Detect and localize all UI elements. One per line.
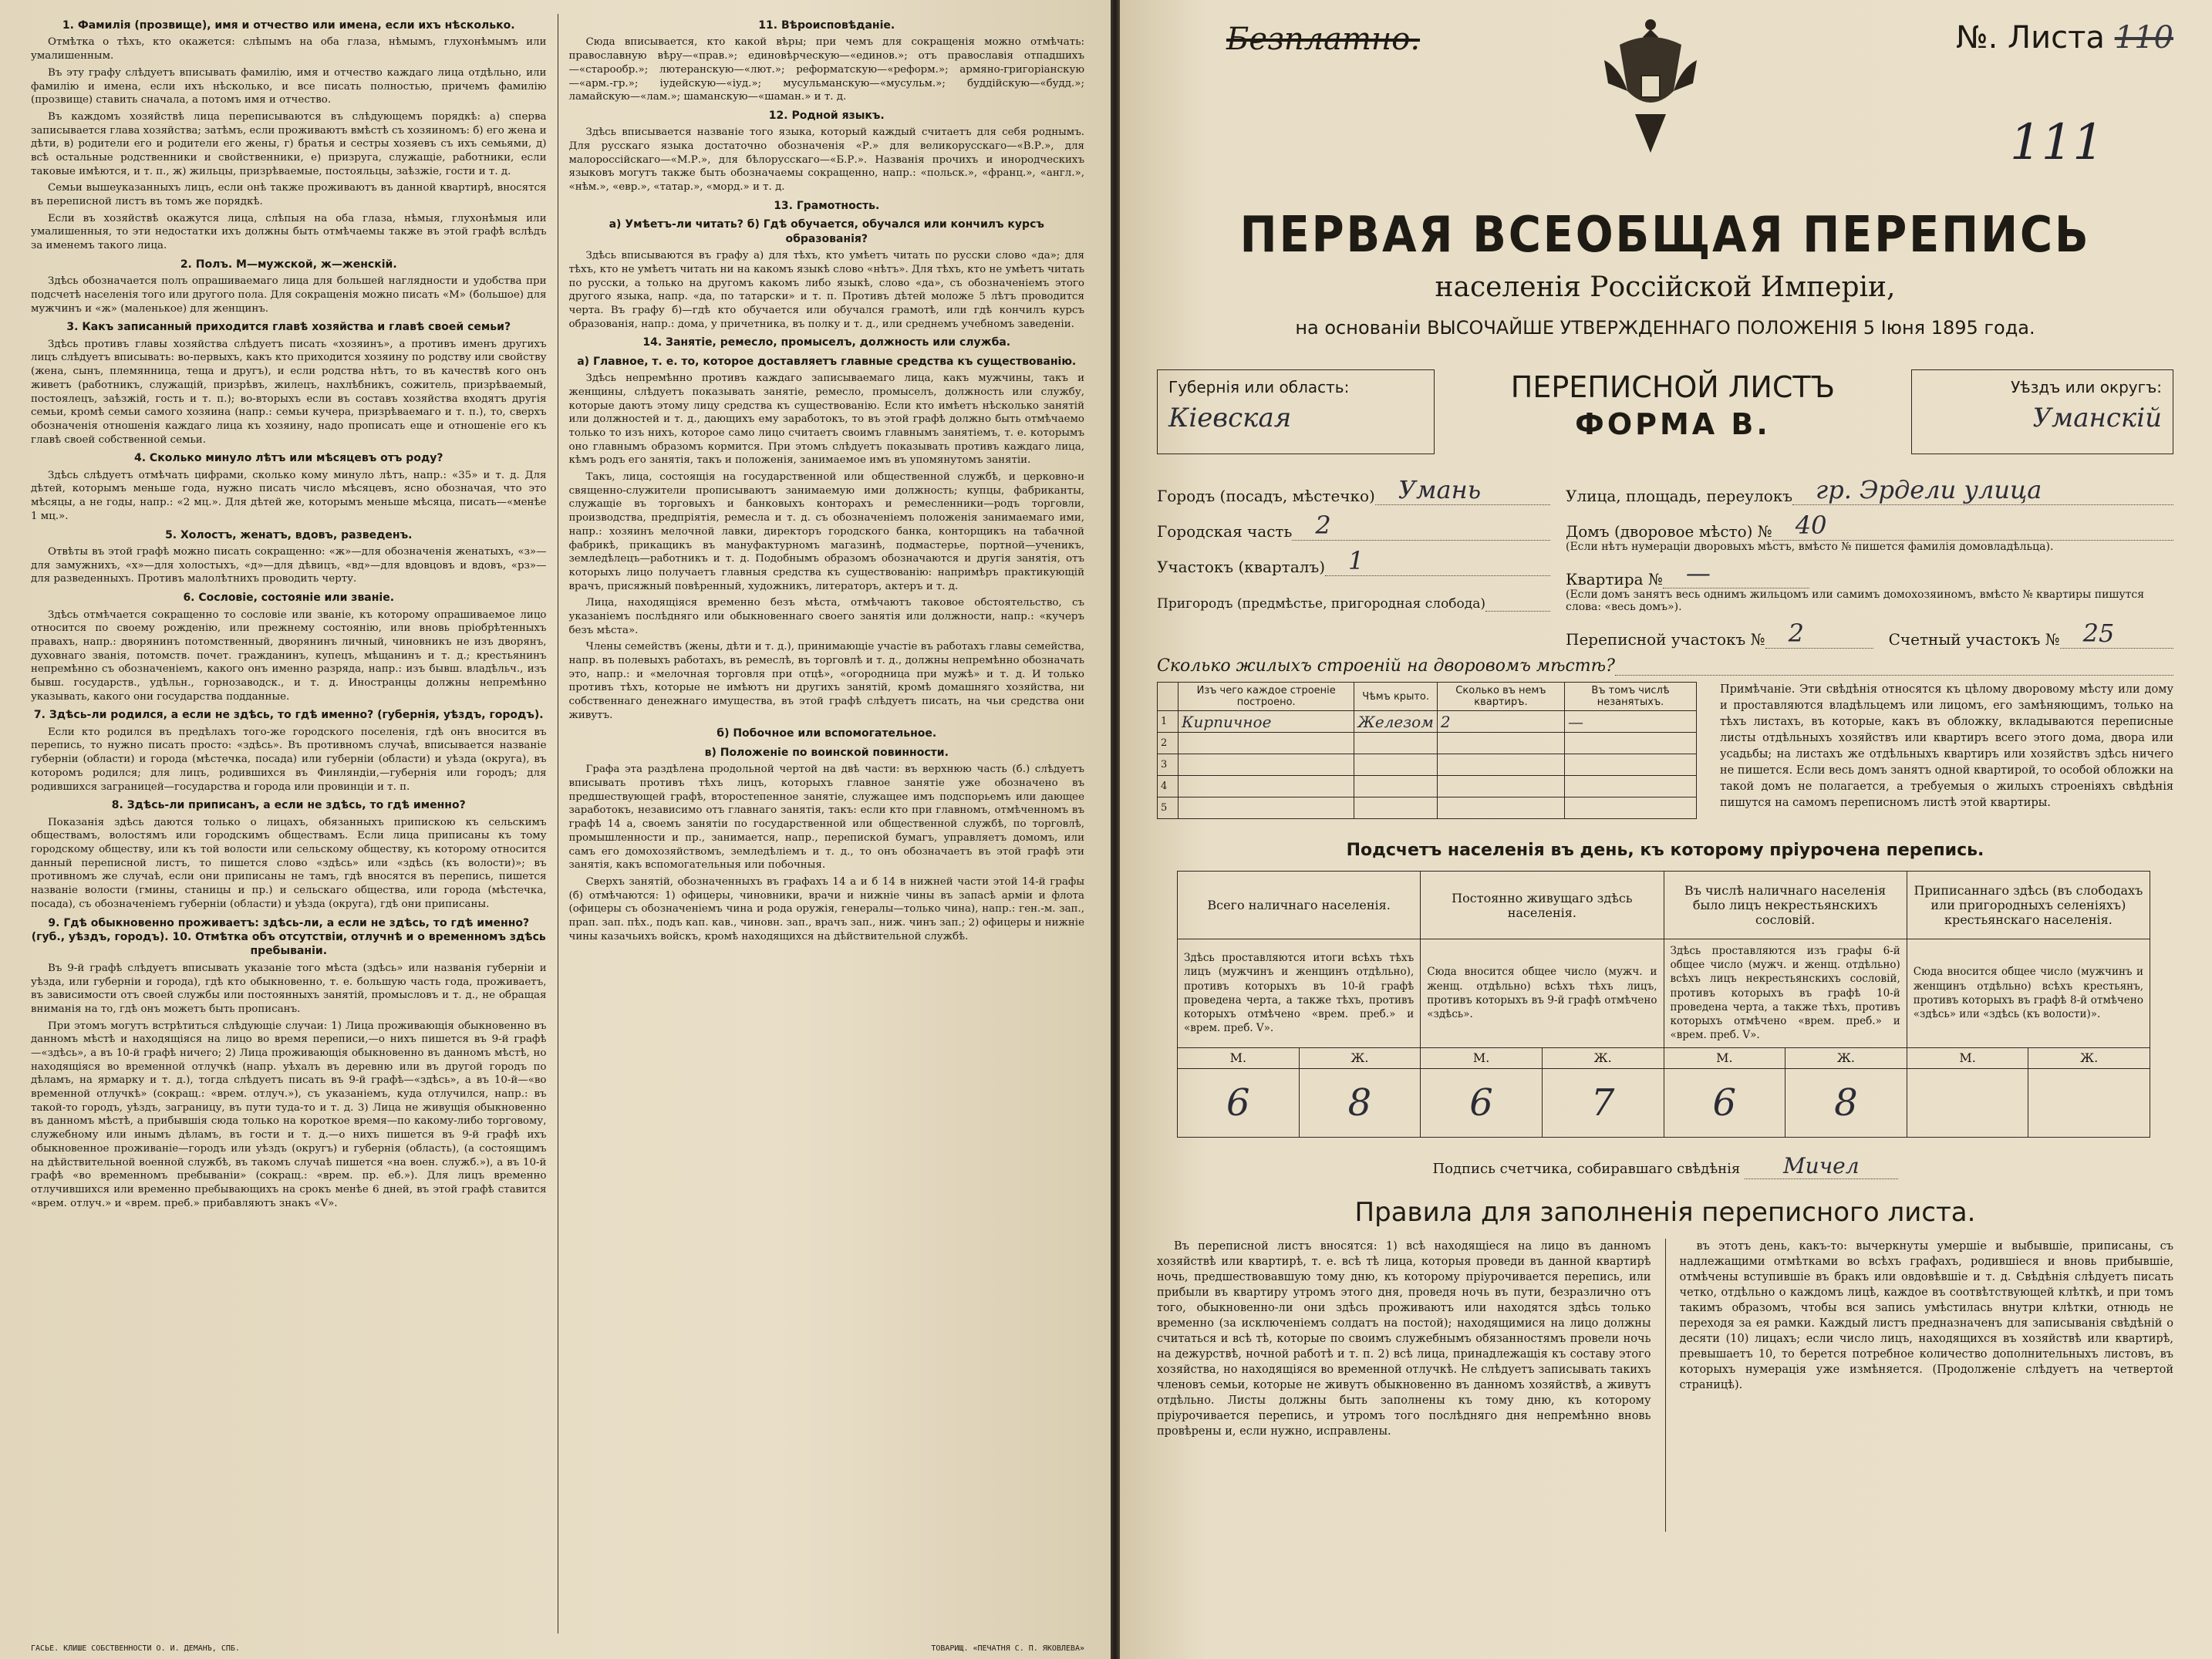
form-letter: ФОРМА В.	[1575, 406, 1771, 441]
section-paragraph: Здѣсь вписывается названіе того языка, который каждый считаетъ для себя роднымъ. Для русскаго языка достаточно обозначенія «Р.» для великорусскаго—«В.Р.», для малороссійскаго—«М.Р.», для бѣлорусскаго—«Б.Р.». Названія прочихъ и инородческихъ языковъ могутъ также быть обозначаемы сокращенно, напр.: «польск.», «франц.», «англ.», «нѣм.», «евр.», «татар.», «морд.» и т. д.	[568, 126, 1084, 194]
book-gutter	[1111, 0, 1120, 1659]
bld-cell-apts: 2	[1437, 711, 1564, 733]
buildings-question-row	[1157, 656, 2173, 676]
pop-desc: Сюда вносится общее число (мужчинъ и женщинъ отдѣльно) всѣхъ крестьянъ, противъ которыхъ въ графѣ 8-й отмѣчено «здѣсь» или «здѣсь (къ волости)».	[1907, 939, 2150, 1048]
schet-uch-value: 25	[2060, 619, 2173, 649]
pop-value: 7	[1542, 1068, 1664, 1137]
section-heading: а) Умѣетъ-ли читать? б) Гдѣ обучается, обучался или кончилъ курсъ образованія?	[609, 218, 1044, 245]
section-paragraph: Члены семействъ (жены, дѣти и т. д.), принимающіе участіе въ работахъ главы семейства, напр. въ полевыхъ работахъ, въ ремеслѣ, въ торговлѣ и т. д., должны непремѣнно обозначать это, напр.: и «мелочная торговля при отцѣ», «огородница при мужѣ» и т. д. И только противъ тѣхъ, которые не имѣютъ ни другихъ занятій, кромѣ домашняго хозяйства, ни собственнаго денежнаго имущества, въ этой графѣ слѣдуетъ писать, на чьи средства они живутъ.	[568, 641, 1084, 721]
section-paragraph: Сюда вписывается, кто какой вѣры; при чемъ для сокращенія можно отмѣчать: православную вѣру—«прав.»; единовѣрческую—«единов.»; отъ православія отпадшихъ—«старообр.»; лютеранскую—«лют.»; реформатскую—«реформ.»; армяно-григоріанскую—«арм.-гр.»; іудейскую—«іуд.»; мусульманскую—«мусульм.»; буддійскую—«будд.»; ламайскую—«лам.»; шаманскую—«шаман.» и т. д.	[568, 36, 1084, 103]
bld-cell-n: 4	[1158, 776, 1178, 797]
bld-cell-empty	[1565, 754, 1697, 776]
population-table	[1177, 871, 2150, 1138]
section-heading: 2. Полъ. М—мужской, ж—женскій.	[180, 258, 397, 271]
section-paragraph: Сверхъ занятій, обозначенныхъ въ графахъ 14 а и б 14 в нижней части этой 14-й графы (б) отмѣчаются: 1) офицеры, чиновники, врачи и нижніе чины въ запасѣ арміи и флота (офицеры съ обозначеніемъ чина и рода оружія, генералы—только чина), напр.: ген.-м. зап., прап. зап. пѣх., подъ кап. кав., чиновн. зап., врачъ зап., ниж. чинъ зап.; 2) офицеры и нижніе чины казачьихъ войскъ, кромѣ находящихся на дѣйствительной службѣ.	[568, 875, 1084, 942]
right-page	[1120, 0, 2212, 1659]
gorod-value: Умань	[1375, 475, 1550, 505]
signature-value: Мичел	[1745, 1153, 1898, 1179]
section-heading: 7. Здѣсь-ли родился, а если не здѣсь, то гдѣ именно? (губернія, уѣздъ, городъ).	[33, 709, 544, 722]
printer-credit-left: ГАСЬЕ. КЛИШЕ СОБСТВЕННОСТИ О. И. ДЕМАНЪ, СПБ.	[31, 1644, 240, 1653]
free-label: Безплатно.	[1226, 22, 1421, 57]
instructions-column-1	[31, 14, 547, 1634]
section-heading: 5. Холостъ, женатъ, вдовъ, разведенъ.	[165, 528, 413, 541]
dom-note: (Если нѣтъ нумераціи дворовыхъ мѣстъ, вмѣсто № пишется фамилія домовладѣльца).	[1566, 541, 2054, 553]
section-paragraph: Отвѣты въ этой графѣ можно писать сокращенно: «ж»—для обозначенія женатыхъ, «з»—для замужнихъ, «х»—для холостыхъ, «д»—для дѣвицъ, «вд»—для вдовцовъ и вдовъ, «рз»—для разведенныхъ. Противъ малолѣтнихъ проводить черту.	[31, 545, 547, 585]
form-header	[1435, 369, 1911, 454]
sheet-number-handwritten: 111	[2009, 114, 2104, 171]
bld-cell-empty	[1565, 776, 1697, 797]
pop-value	[2028, 1068, 2150, 1137]
section-paragraph: Семьи вышеуказанныхъ лицъ, если онѣ также проживаютъ въ данной квартирѣ, вносятся въ переписной листъ въ томъ же порядкѣ.	[31, 182, 547, 208]
section-paragraph: Такъ, лица, состоящія на государственной или общественной службѣ, и церковно-и священно-служители прописываютъ занимаемую ими должность; купцы, фабриканты, служащіе въ торговыхъ и банковыхъ конторахъ и ремесленники—родъ торговли, производства, предпріятія, ремесла и т. д. съ обозначеніемъ положенія занимаемаго ими, напр.: хозяинъ мелочной лавки, директоръ городского банка, конторщикъ на табачной фабрикѣ, прикащикъ въ мануфактурномъ магазинѣ, подмастерье, портной—ученикъ, земледѣлецъ—работникъ и т. д. Подобнымъ образомъ обозначаются и другія занятія, отъ которыхъ лицо получаетъ главныя средства къ существованію: напримѣръ практикующій врачъ, присяжный повѣренный, художникъ, литераторъ, актеръ и т. д.	[568, 471, 1084, 592]
census-subtitle: населенія Россійской Имперіи,	[1435, 271, 1896, 303]
pop-header: Постоянно живущаго здѣсь населенія.	[1421, 872, 1664, 939]
census-basis: на основаніи ВЫСОЧАЙШЕ УТВЕРЖДЕННАГО ПОЛОЖЕНІЯ 5 Іюня 1895 года.	[1295, 317, 2035, 339]
bld-cell-n: 1	[1158, 711, 1178, 733]
uchastok-row: Участокъ (кварталъ) 1	[1157, 541, 1550, 576]
section-paragraph: Здѣсь слѣдуетъ отмѣчать цифрами, сколько кому минуло лѣтъ, напр.: «35» и т. д. Для дѣтей, которымъ меньше года, нужно писать число мѣсяцевъ, ясно обозначая, что это мѣсяцы, а не годы, напр.: «2 мц.». Для дѣтей же, которымъ меньше мѣсяца, писать—«менѣе 1 мц.».	[31, 469, 547, 522]
section-heading: в) Положеніе по воинской повинности.	[704, 746, 949, 759]
dom-value: 40	[1772, 511, 2173, 541]
table-row	[1158, 711, 1697, 733]
sheet-number-label: №. Листа	[1956, 20, 2105, 56]
bld-header: Изъ чего каждое строеніе построено.	[1178, 683, 1354, 711]
rules-text	[1157, 1239, 2173, 1532]
bld-cell-material: Кирпичное	[1178, 711, 1354, 733]
kv-row: Квартира № —	[1566, 553, 2173, 588]
section-heading: 14. Занятіе, ремесло, промыселъ, должность или служба.	[642, 336, 1011, 349]
bld-cell-apts	[1437, 776, 1564, 797]
section-paragraph: Здѣсь вписываются въ графу а) для тѣхъ, кто умѣетъ читать по русски слово «да»; для тѣхъ, кто не умѣетъ читать ни на какомъ языкѣ слово «нѣтъ». Для тѣхъ, кто не умѣетъ читать по русски, а только на другомъ какомъ либо языкѣ, слово «да», съ обозначеніемъ этого другого языка, напр. «да, по татарски» и т. п. Противъ дѣтей моложе 5 лѣтъ проводится черта. Въ графу б)—гдѣ кто обучается или обучался грамотѣ, или гдѣ кончилъ курсъ образованія, напр.: дома, у причетника, въ полку и т. д., или среднемъ учебномъ заведеніи.	[568, 250, 1084, 330]
gubernia-value: Кіевская	[1168, 403, 1292, 433]
section-paragraph: Если кто родился въ предѣлахъ того-же городского поселенія, гдѣ онъ вносится въ перепись, то нужно писать просто: «здѣсь». Въ противномъ случаѣ, вписывается названіе губерніи (области) и города (мѣстечка, посада) или губерніи (области) и уѣзда (округа), въ которомъ родился; для лицъ, родившихся въ Финляндіи,—губернія или городъ; для родившихся заграницей—государства и города или провинціи и т. п.	[31, 726, 547, 793]
pop-value: 6	[1178, 1068, 1300, 1137]
female-label: Ж.	[1542, 1047, 1664, 1068]
section-heading: 6. Сословіе, состояніе или званіе.	[183, 592, 395, 605]
buildings-note: Примѣчаніе. Эти свѣдѣнія относятся къ цѣлому дворовому мѣсту или дому и проставляются владѣльцемъ или лицомъ, его замѣняющимъ, только на тѣхъ листахъ, въ которые, какъ въ обложку, вкладываются переписные листы отдѣльныхъ хозяйствъ или квартиръ всего этого дома, двора или усадьбы; на листахъ же отдѣльныхъ квартиръ или хозяйствъ здѣсь ничего не пишется. Если весь домъ занятъ одной квартирой, то особой обложки на такой домъ не полагается, а требуемыя о жилыхъ строеніяхъ свѣдѣнія пишутся на самомъ переписномъ листѣ этой квартиры.	[1720, 683, 2173, 810]
pop-header: Въ числѣ наличнаго населенія было лицъ некрестьянскихъ сословій.	[1664, 872, 1907, 939]
section-heading: 8. Здѣсь-ли приписанъ, а если не здѣсь, то гдѣ именно?	[111, 799, 466, 812]
rules-title: Правила для заполненія переписного листа.	[1354, 1196, 1976, 1228]
section-heading: 3. Какъ записанный приходится главѣ хозяйства и главѣ своей семьи?	[66, 321, 511, 334]
bld-cell-roof	[1354, 776, 1437, 797]
section-paragraph: Здѣсь непремѣнно противъ каждаго записываемаго лица, какъ мужчины, такъ и женщины, слѣдуетъ показывать занятіе, ремесло, промыселъ, должность или службу, которые даютъ этому лицу средства къ существованію. Если кто имѣетъ нѣсколько занятій или должностей и т. д., дающихъ ему заработокъ, то въ этой графѣ должно быть отмѣчаемо только то изъ нихъ, которое само лицо считаетъ своимъ главнымъ занятіемъ, т. е. которымъ оно главнымъ образомъ кормится. При этомъ слѣдуетъ показывать противъ каждаго лица, кѣмъ родъ его занятія, такъ и положенія, занимаемое имъ въ упомянутомъ занятіи.	[568, 373, 1084, 467]
bld-cell-n: 2	[1158, 733, 1178, 754]
section-paragraph: Лица, находящіяся временно безъ мѣста, отмѣчаютъ таковое обстоятельство, съ указаніемъ послѣдняго или обыкновеннаго своего занятія или должности, напр.: «кучеръ безъ мѣста».	[568, 597, 1084, 636]
population-title: Подсчетъ населенія въ день, къ которому пріурочена перепись.	[1346, 841, 1984, 860]
pop-desc: Здѣсь проставляются изъ графы 6-й общее число (мужч. и женщ. отдѣльно) всѣхъ лицъ некрестьянскихъ сословій, противъ которыхъ въ графѣ 10-й проведена черта, а также тѣхъ, противъ которыхъ отмѣчено «врем. преб.» и «врем. преб. V».	[1664, 939, 1907, 1048]
bld-cell-roof	[1354, 733, 1437, 754]
kv-value: —	[1663, 558, 1809, 588]
kv-note: (Если домъ занятъ весь однимъ жильцомъ или самимъ домохозяиномъ, вмѣсто № квартиры пишутся слова: «весь домъ»).	[1566, 588, 2145, 613]
bld-cell-apts	[1437, 733, 1564, 754]
section-heading: 12. Родной языкъ.	[768, 109, 885, 122]
section-paragraph: Въ каждомъ хозяйствѣ лица переписываются въ слѣдующемъ порядкѣ: а) сперва записывается глава хозяйства; затѣмъ, если проживаютъ вмѣстѣ съ хозяиномъ: б) его жена и дѣти, в) родители его и родители его жены, г) братья и сестры хозяевъ съ ихъ семьями, д) всѣ остальные родственники и свойственники, е) призруга, служащіе, работники, если таковые имѣются, и т. п., ж) жильцы, призрѣваемые, постояльцы, заѣзжіе, гости и т. д.	[31, 110, 547, 177]
section-paragraph: Здѣсь противъ главы хозяйства слѣдуетъ писать «хозяинъ», а противъ именъ другихъ лицъ слѣдуетъ вписывать: во-первыхъ, какъ кто приходится хозяину по родству или свойству (жена, сынъ, племянница, теща и другъ), и если родства нѣтъ, то въ качествѣ кого онъ живетъ (работникъ, служащій, призрѣвъ, жилецъ, нахлѣбникъ, сожитель, призрѣваемый, постоялецъ, заѣзжій, гость и т. п.); во-вторыхъ если въ составъ хозяйства входятъ другія семьи, кромѣ семьи самого хозяина (напр.: семьи кучера, призрѣваемаго и т. п.), то, сверхъ обозначенія отношенія каждаго лица къ хозяину, надо прописать еще и отношеніе его къ главѣ своей собственной семьи.	[31, 338, 547, 446]
left-page-footer	[31, 1644, 1084, 1653]
rules-paragraph: Въ переписной листъ вносятся: 1) всѣ находящіеся на лицо въ данномъ хозяйствѣ или квартирѣ, т. е. всѣ тѣ лица, которыя проведи въ данной квартирѣ ночь, предшествовавшую тому дню, къ которому пріурочивается перепись, или прибыли въ квартиру утромъ этого дня, проведя ночь въ пути, безразлично отъ того, обыкновенно-ли они здѣсь проживаютъ или находятся здѣсь только временно (за исключеніемъ солдатъ на постой); находящимися на лицо должны считаться и всѣ тѣ, которые по своимъ служебнымъ обязанностямъ провели ночь на дежурствѣ, ночной работѣ и т. п. 2) всѣ лица, принадлежащія къ составу этого хозяйства, но находящіяся во временной отлучкѣ. Не слѣдуетъ записывать такихъ членовъ семьи, которые не живутъ обыкновенно въ данномъ хозяйствѣ, а живутъ отдѣльно. Листы должны быть заполнены къ тому дню, къ которому пріурочивается перепись, и утромъ того послѣдняго дня непремѣнно вновь провѣрены и, если нужно, исправлены.	[1157, 1239, 1651, 1438]
bld-cell-apts	[1437, 754, 1564, 776]
uezd-value: Уманскій	[2032, 403, 2162, 433]
imperial-eagle-icon	[1604, 14, 1697, 168]
bld-header: Въ томъ числѣ незанятыхъ.	[1565, 683, 1697, 711]
bld-header: Чѣмъ крыто.	[1354, 683, 1437, 711]
perepis-row: Переписной участокъ № 2 Счетный участокъ № 25	[1566, 613, 2173, 649]
signature-label: Подпись счетчика, собиравшаго свѣдѣнія	[1432, 1160, 1741, 1177]
pop-value: 8	[1299, 1068, 1421, 1137]
pop-desc: Здѣсь проставляются итоги всѣхъ тѣхъ лицъ (мужчинъ и женщинъ отдѣльно), противъ которыхъ въ 10-й графѣ проведена черта, а также тѣхъ, противъ которыхъ отмѣчено «врем. преб.» и «врем. преб. V».	[1178, 939, 1421, 1048]
section-heading: а) Главное, т. е. то, которое доставляетъ главные средства къ существованію.	[577, 355, 1077, 368]
section-heading: 9. Гдѣ обыкновенно проживаетъ: здѣсь-ли, а если не здѣсь, то гдѣ именно? (губ., уѣздъ, городъ). 10. Отмѣтка объ отсутствіи, отлучнѣ и о временномъ здѣсь пребываніи.	[31, 916, 546, 958]
chast-value: 2	[1292, 511, 1550, 541]
bld-header: Сколько въ немъ квартиръ.	[1437, 683, 1564, 711]
table-row	[1158, 776, 1697, 797]
prigorod-row: Пригородъ (предмѣстье, пригородная слобода)	[1157, 576, 1550, 612]
bld-cell-n: 3	[1158, 754, 1178, 776]
buildings-question: Сколько жилыхъ строеній на дворовомъ мѣстѣ?	[1157, 656, 1615, 676]
instructions-column-2	[558, 14, 1085, 1634]
dom-row: Домъ (дворовое мѣсто) № 40	[1566, 505, 2173, 541]
bld-cell-roof: Железом	[1354, 711, 1437, 733]
gubernia-label: Губернія или область:	[1168, 378, 1350, 396]
sheet-number-struck: 110	[2114, 20, 2173, 56]
chast-row: Городская часть 2	[1157, 505, 1550, 541]
pop-value: 8	[1785, 1068, 1907, 1137]
section-heading: 1. Фамилія (прозвище), имя и отчество или имена, если ихъ нѣсколько.	[62, 19, 515, 32]
section-heading: 11. Вѣроисповѣданіе.	[758, 19, 895, 32]
section-paragraph: При этомъ могутъ встрѣтиться слѣдующіе случаи: 1) Лица проживающія обыкновенно въ данномъ мѣстѣ и находящіяся на лицо во время переписи,—о нихъ пишется въ 9-й графѣ—«здѣсь», а въ 10-й графѣ ничего; 2) Лица проживающія обыкновенно въ данномъ мѣстѣ, но находящіяся во временной отлучкѣ (напр. уѣхалъ въ деревню или въ другой городъ по дѣламъ, на ярмарку и т. д.), тогда слѣдуетъ писать въ 9-й графѣ—«здѣсь», а въ 10-й—«во временной отлучкѣ» (сокращ.: «врем. отлуч.»), съ указаніемъ, куда отлучился, напр.: въ такой-то городъ, уѣздъ, заграницу, въ пути туда-то и т. д. 3) Лица не живущія обыкновенно въ данномъ мѣстѣ, а прибывшія сюда только на короткое время—по какому-либо торговому, служебному или инымъ дѣламъ, въ гости и т. д.—о нихъ пишется въ 9-й графѣ ихъ обыкновенное проживаніе—городъ или уѣздъ (округъ) и губернія (область), (а состоящимъ на дѣйствительной военной службѣ, въ такомъ случаѣ пишется «на воен. служб.»), а въ 10-й графѣ «во временномъ пребываніи» (сокращ.: «врем. пр. еб.»). Для лицъ временно отлучившихся или временно пребывающихъ на срокъ менѣе 6 дней, въ этой графѣ ставится «врем. отлуч.» и «врем. преб.» прибавляютъ знакъ «V».	[31, 1020, 547, 1209]
pop-header: Всего наличнаго населенія.	[1178, 872, 1421, 939]
bld-cell-n: 5	[1158, 797, 1178, 819]
pop-value: 6	[1664, 1068, 1785, 1137]
pop-value	[1907, 1068, 2028, 1137]
bld-cell-empty: —	[1565, 711, 1697, 733]
male-label: М.	[1178, 1047, 1300, 1068]
female-label: Ж.	[2028, 1047, 2150, 1068]
census-title: ПЕРВАЯ ВСЕОБЩАЯ ПЕРЕПИСЬ	[1239, 207, 2091, 264]
buildings-table	[1157, 682, 1697, 819]
pop-desc: Сюда вносится общее число (мужч. и женщ. отдѣльно) всѣхъ тѣхъ лицъ, противъ которыхъ въ 9-й графѣ отмѣчено «здѣсь».	[1421, 939, 1664, 1048]
bld-cell-material	[1178, 797, 1354, 819]
female-label: Ж.	[1299, 1047, 1421, 1068]
male-label: М.	[1421, 1047, 1543, 1068]
printer-credit-right: ТОВАРИЩ. «ПЕЧАТНЯ С. П. ЯКОВЛЕВА»	[931, 1644, 1084, 1653]
uchastok-value: 1	[1325, 546, 1550, 576]
section-paragraph: Графа эта раздѣлена продольной чертой на двѣ части: въ верхнюю часть (б.) слѣдуетъ вписывать противъ тѣхъ лицъ, которыхъ главное занятіе уже обозначено въ предшествующей графѣ, второстепенное занятіе, служащее имъ подспорьемъ или дающее заработокъ, независимо отъ главнаго занятія, такъ: если кто при главномъ, отмѣченномъ въ графѣ 14 а, своемъ занятіи по государственной или общественной службѣ, по торговлѣ, промышленности и пр., занимается, напр., перепиской бумагъ, управляетъ домомъ, или самъ его домохозяйствомъ, земледѣліемъ и т. д., то онъ обозначаетъ въ этой графѣ эти занятія, какъ вспомогательныя или побочныя.	[568, 764, 1084, 872]
signature-row	[1157, 1153, 2173, 1178]
form-title: ПЕРЕПИСНОЙ ЛИСТЪ	[1510, 370, 1836, 404]
bld-cell-apts	[1437, 797, 1564, 819]
pop-header: Приписаннаго здѣсь (въ слободахъ или пригородныхъ селеніяхъ) крестьянскаго населенія.	[1907, 872, 2150, 939]
gorod-row: Городъ (посадъ, мѣстечко) Умань	[1157, 470, 1550, 505]
bld-cell-material	[1178, 776, 1354, 797]
bld-cell-empty	[1565, 733, 1697, 754]
bld-cell-material	[1178, 733, 1354, 754]
section-paragraph: Если въ хозяйствѣ окажутся лица, слѣпыя на оба глаза, нѣмыя, глухонѣмыя или умалишенныя, то эти недостатки ихъ должны быть отмѣчаемы также въ этой графѣ вслѣдъ за именемъ такого лица.	[31, 212, 547, 252]
prigorod-value	[1485, 583, 1550, 612]
section-heading: 4. Сколько минуло лѣтъ или мѣсяцевъ отъ роду?	[133, 452, 443, 465]
pop-value: 6	[1421, 1068, 1543, 1137]
bld-cell-roof	[1354, 754, 1437, 776]
bld-cell-material	[1178, 754, 1354, 776]
section-paragraph: Въ 9-й графѣ слѣдуетъ вписывать указаніе того мѣста (здѣсь» или названія губерніи и уѣзда, или губерніи и города), гдѣ кто обыкновенно, т. е. большую часть года, проживаетъ, въ зависимости отъ своей службы или постоянныхъ занятій, промысловъ и т. д., не обращая вниманія на то, гдѣ онъ можетъ быть прописанъ.	[31, 962, 547, 1015]
sheet-number	[1956, 20, 2173, 56]
female-label: Ж.	[1785, 1047, 1907, 1068]
uezd-label: Уѣздъ или округъ:	[2011, 378, 2162, 396]
gubernia-box	[1157, 369, 1435, 454]
table-row	[1158, 733, 1697, 754]
bld-cell-empty	[1565, 797, 1697, 819]
section-heading: б) Побочное или вспомогательное.	[717, 727, 937, 740]
male-label: М.	[1664, 1047, 1785, 1068]
section-paragraph: Отмѣтка о тѣхъ, кто окажется: слѣпымъ на оба глаза, нѣмымъ, глухонѣмымъ или умалишенным.	[31, 36, 547, 62]
bld-cell-roof	[1354, 797, 1437, 819]
table-row	[1158, 754, 1697, 776]
ulica-value: гр. Эрдели улица	[1792, 475, 2173, 505]
section-paragraph: Въ эту графу слѣдуетъ вписывать фамилію, имя и отчество каждаго лица отдѣльно, или фамилію и имена, если ихъ нѣсколько, и все писать полностью, причемъ фамилію (прозвище) ставить сначала, а потомъ имя и отчество.	[31, 66, 547, 106]
rules-paragraph: въ этотъ день, какъ-то: вычеркнуты умершіе и выбывшіе, приписаны, съ надлежащими отмѣтками во всѣхъ графахъ, родившіеся и вновь прибывшіе, отмѣчены вступившіе въ бракъ или овдовѣвшіе и т. д. Свѣдѣнія слѣдуетъ писать четко, отдѣльно о каждомъ лицѣ, каждое въ соотвѣтствующей клѣткѣ, и при томъ такимъ образомъ, чтобы вся запись умѣстилась внутри клѣтки, отнюдь не переходя за ея рамки. Каждый листъ предназначенъ для записыванія свѣдѣній о десяти (10) лицахъ; если число лицъ, находящихся въ хозяйствѣ или квартирѣ, превышаетъ 10, то берется потребное количество дополнительныхъ листовъ, въ которыхъ нумерація уже измѣняется. (Продолженіе слѣдуетъ на четвертой страницѣ).	[1679, 1239, 2173, 1391]
perepis-uch-value: 2	[1765, 619, 1873, 649]
section-paragraph: Здѣсь обозначается полъ опрашиваемаго лица для большей наглядности и удобства при подсчетѣ населенія того или другого пола. Для сокращенія можно писать «М» (большое) для мужчинъ и «ж» (маленькое) для женщинъ.	[31, 275, 547, 315]
section-paragraph: Здѣсь отмѣчается сокращенно то сословіе или званіе, къ которому опрашиваемое лицо относится по своему рожденію, или прежнему состоянію, или вновь пріобрѣтенныхъ правахъ, напр.: дворянинъ потомственный, дворянинъ личный, чиновникъ не изъ дворянъ, духовнаго званія, потомств. почет. гражданинъ, купецъ, мѣщанинъ и т. д.; крестьянинъ непремѣнно съ обозначеніемъ, какого онъ именно разряда, напр.: изъ бывш. владѣльч., изъ бывш. государств., удѣльн., горнозаводск., и т. д. Иностранцы должны непремѣнно указывать, какого они государства подданные.	[31, 609, 547, 703]
ulica-row: Улица, площадь, переулокъ гр. Эрдели улица	[1566, 470, 2173, 505]
male-label: М.	[1907, 1047, 2028, 1068]
uezd-box	[1911, 369, 2173, 454]
section-paragraph: Показанія здѣсь даются только о лицахъ, обязанныхъ припискою къ сельскимъ обществамъ, волостямъ или городскимъ обществамъ. Если лица приписаны къ тому городскому обществу, или къ той волости или сельскому обществу, къ которому относится данный переписной листъ, то пишется слово «здѣсь» или «здѣсь (къ волости)»; въ противномъ же случаѣ, если они приписаны не тамъ, гдѣ вносятся въ перепись, пишется названіе волости (гмины, станицы и пр.) и сельскаго общества, или города (мѣстечка, посада), съ обозначеніемъ губерніи (области) и уѣзда (округа), гдѣ они приписаны.	[31, 816, 547, 910]
section-heading: 13. Грамотность.	[774, 199, 880, 212]
table-row	[1158, 797, 1697, 819]
